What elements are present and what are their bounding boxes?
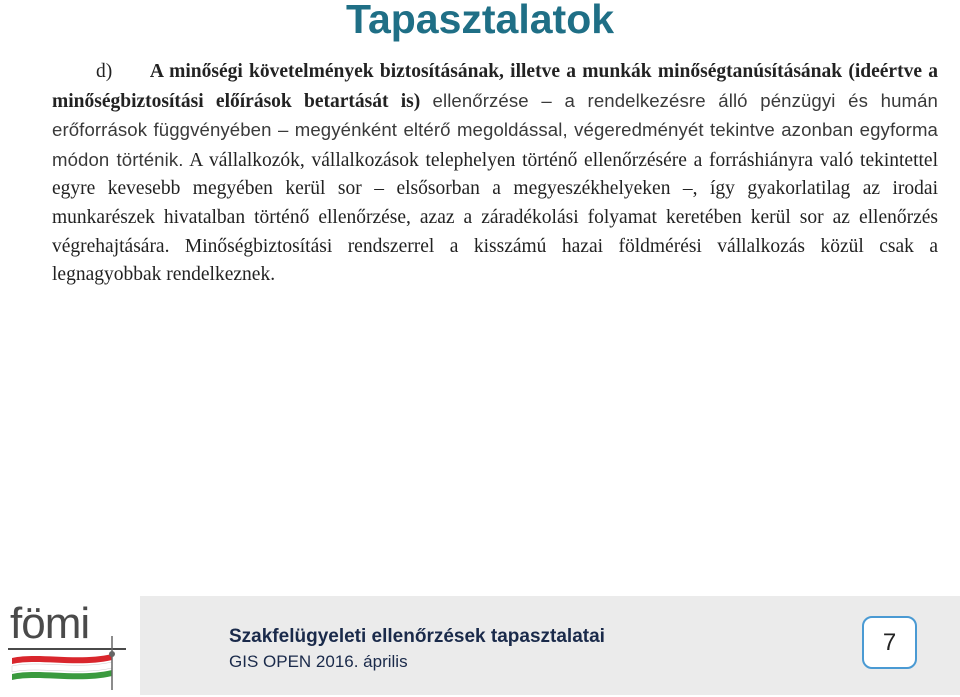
list-marker: d) (96, 61, 113, 82)
page-number-box (862, 616, 917, 669)
bold-intro: A minőségi követelmények biztosításának, illetve a munkák minőségtanúsításának (ideértve a minőségbiztosítási előírások betartását is) (52, 61, 939, 112)
serif-sentence: A vállalkozók, vállalkozások telephelyen történő ellenőrzésére a forráshiányra való tekintettel egyre kevesebb megyében kerül sor – elsősorban a megyeszékhelyeken –, így gyakorlatilag az irodai munkarészek hivatalban történő ellenőrzése, azaz a záradékolási folyamat keretében kerül sor az ellenőrzés végrehajtására. Minőségbiztosítási rendszerrel a kisszámú hazai földmérési vállalkozás közül csak a legnagyobbak rendelkeznek. (52, 149, 938, 286)
slide-title: Tapasztalatok (345, 0, 615, 42)
footer-title: Szakfelügyeleti ellenőrzések tapasztalatai (229, 626, 605, 647)
page-number: 7 (882, 628, 897, 656)
fomi-logo-icon (8, 596, 132, 692)
footer-subtitle: GIS OPEN 2016. április (229, 652, 408, 671)
fomi-logo (8, 596, 132, 692)
body-paragraph (52, 58, 938, 290)
svg-text:fömi: fömi (10, 599, 90, 648)
sans-sentence: ellenőrzése – a rendelkezésre álló pénzügyi és humán erőforrások függvényében – megyénként eltérő megoldással, végeredményét tekintve azonban egyforma módon történik. (52, 89, 938, 170)
footer (0, 594, 960, 695)
